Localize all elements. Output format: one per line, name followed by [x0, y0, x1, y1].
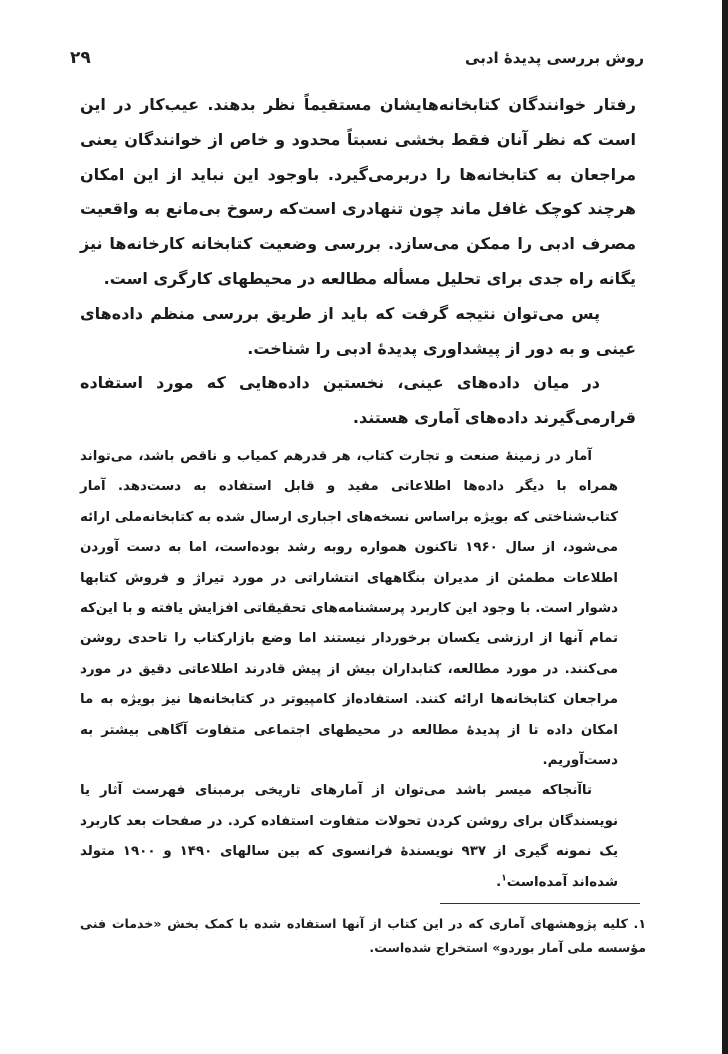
- main-text: [80, 88, 636, 898]
- page-header: [70, 48, 644, 68]
- running-title: روش بررسی پدیدهٔ ادبی: [465, 49, 644, 67]
- quote-paragraph-1: آمار در زمینهٔ صنعت و تجارت کتاب، هر قدرهم کمیاب و ناقص باشد، می‌تواند همراه با دیگر داده‌ها اطلاعاتی مفید و قابل استفاده به دست‌دهد. آمار کتاب‌شناختی که بویژه براساس نسخه‌های اجباری ارسال شده به کتابخانه‌ملی ارائه می‌شود، از سال ۱۹۶۰ تاکنون همواره روبه رشد بوده‌است، اما به دست آوردن اطلاعات مطمئن از مدیران بنگاههای انتشاراتی در مورد تیراژ و فروش کتابها دشوار است. با وجود این کاربرد پرسشنامه‌های تحقیقاتی افزایش یافته و با این‌که تمام آنها از ارزشی یکسان برخوردار نیستند اما وضع بازارکتاب را تاحدی روشن می‌کنند. در مورد مطالعه، کتابداران بیش از پیش قادرند اطلاعاتی دقیق در مورد مراجعان کتابخانه‌ها ارائه کنند. استفاده‌از کامپیوتر در کتابخانه‌ها نیز بویژه به ما امکان داده تا از پدیدهٔ مطالعه در محیطهای اجتماعی متفاوت آگاهی بیشتر به دست‌آوریم.: [80, 448, 618, 769]
- footnote: ۱. کلیه پژوهشهای آماری که در این کتاب از آنها استفاده شده با کمک بخش «خدمات فنی مؤسسه ملی آمار بوردو» استخراج شده‌است.: [80, 916, 646, 955]
- paragraph-2: پس می‌توان نتیجه گرفت که باید از طریق بررسی منظم داده‌های عینی و به دور از پیشداوری پدیدهٔ ادبی را شناخت.: [80, 303, 636, 358]
- quote-paragraph-2: تاآنجاکه میسر باشد می‌توان از آمارهای تاریخی برمبنای فهرست آثار یا نویسندگان برای روشن کردن تحولات متفاوت استفاده کرد. در صفحات بعد کاربرد یک نمونه گیری از ۹۳۷ نویسندهٔ فرانسوی که بین سالهای ۱۴۹۰ و ۱۹۰۰ متولد شده‌اند آمده‌است$^۱$.: [80, 783, 619, 890]
- page-number: ۲۹: [70, 48, 91, 68]
- footnote-rule: [440, 903, 640, 904]
- quote-paragraph-2-text: تاآنجاکه میسر باشد می‌توان از آمارهای تاریخی برمبنای فهرست آثار یا نویسندگان برای روشن کردن تحولات متفاوت استفاده کرد. در صفحات بعد کاربرد یک نمونه گیری از ۹۳۷ نویسندهٔ فرانسوی که بین سالهای ۱۴۹۰ و ۱۹۰۰ متولد شده‌اند آمده‌است: [80, 783, 619, 890]
- indented-quote-block: [80, 442, 636, 898]
- scan-edge: [722, 0, 728, 1054]
- paragraph-3: در میان داده‌های عینی، نخستین داده‌هایی که مورد استفاده قرارمی‌گیرند داده‌های آماری هستند.: [80, 373, 636, 428]
- footnote-marker: ۱: [501, 873, 507, 884]
- paragraph-1: رفتار خوانندگان کتابخانه‌هایشان مستقیماً نظر بدهند. عیب‌کار در این است که نظر آنان فقط بخشی نسبتاً محدود و خاص از خوانندگان یعنی مراجعان به کتابخانه‌ها را دربرمی‌گیرد. باوجود این نباید از این امکان هرچند کوچک غافل ماند چون تنهادری است‌که رسوخ بی‌مانع به واقعیت مصرف ادبی را ممکن می‌سازد. بررسی وضعیت کتابخانه کارخانه‌ها نیز یگانه راه جدی برای تحلیل مسأله مطالعه در محیطهای کارگری است.: [80, 95, 636, 288]
